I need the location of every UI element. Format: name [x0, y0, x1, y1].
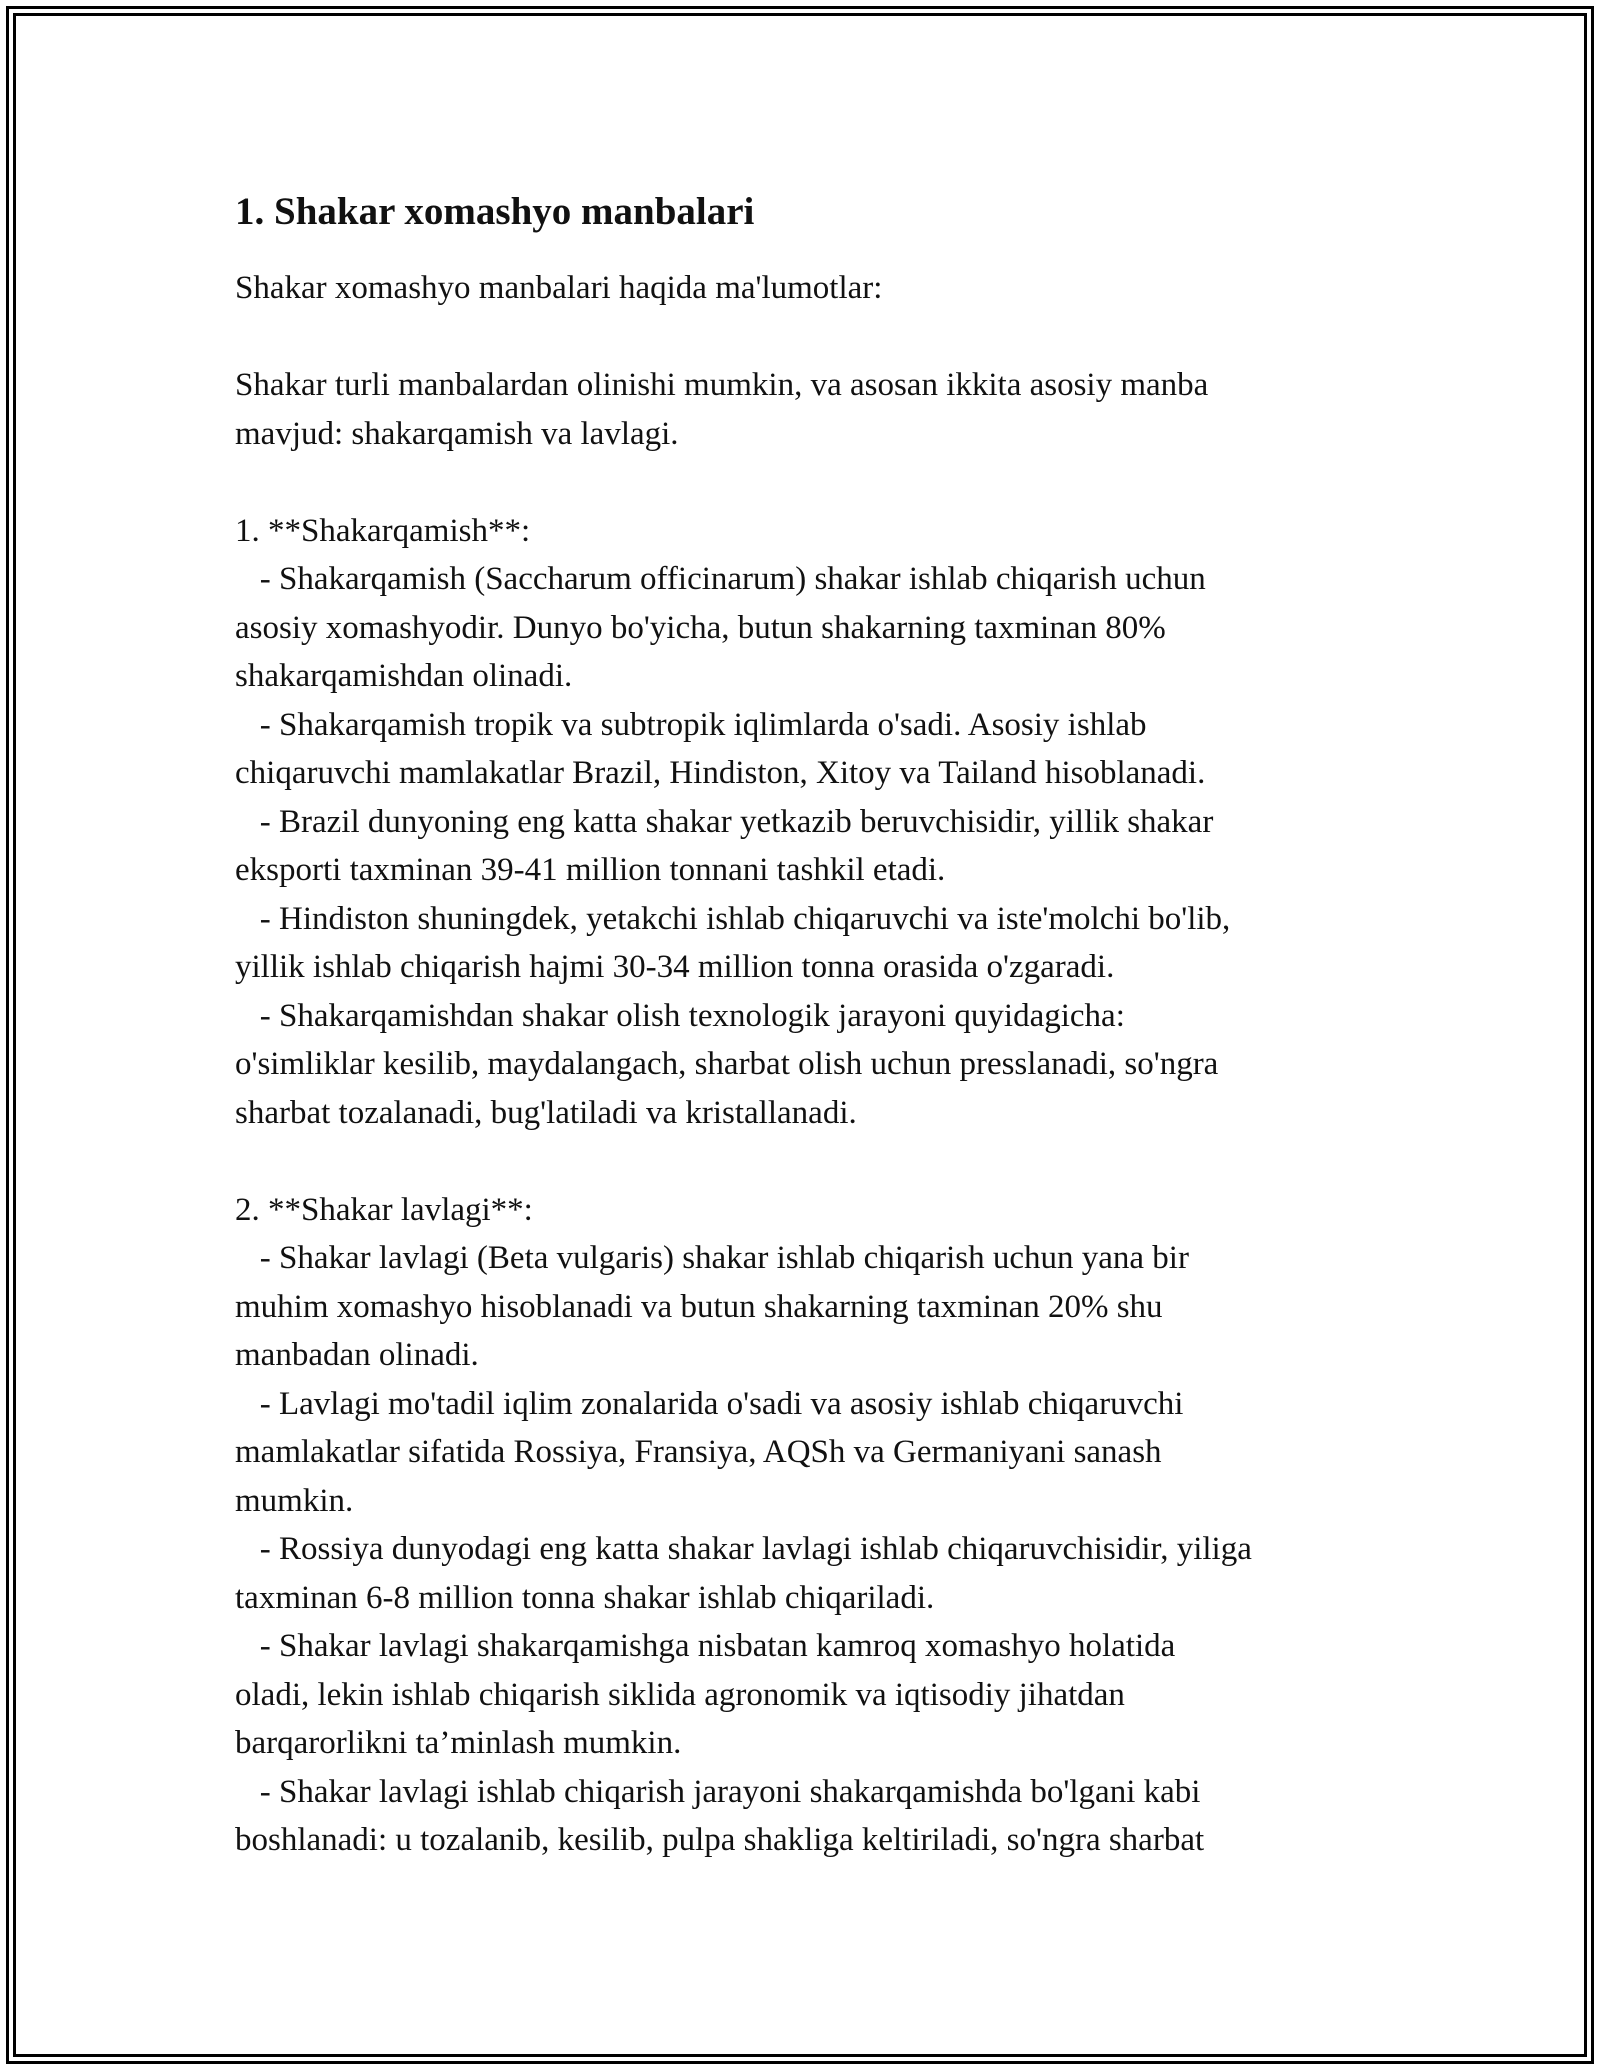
- sugar-beet-section: 2. **Shakar lavlagi**: - Shakar lavlagi (Beta vulgaris) shakar ishlab chiqarish uchun yana bir muhim xomashyo hisoblanadi va butun shakarning taxminan 20% shu manbadan olinadi. - Lavlagi mo'tadil iqlim zonalarida o'sadi va asosiy ishlab chiqaruvchi mamlakatlar sifatida Rossiya, Fransiya, AQSh va Germaniyani sanash mumkin. - Rossiya dunyodagi eng katta shakar lavlagi ishlab chiqaruvchisidir, yiliga taxminan 6-8 million tonna shakar ishlab chiqariladi. - Shakar lavlagi shakarqamishga nisbatan kamroq xomashyo holatida oladi, lekin ishlab chiqarish siklida agronomik va iqtisodiy jihatdan barqarorlikni ta’minlash mumkin. - Shakar lavlagi ishlab chiqarish jarayoni shakarqamishda bo'lgani kabi boshlanadi: u tozalanib, kesilib, pulpa shakliga keltiriladi, so'ngra sharbat: [235, 1191, 1252, 1858]
- spacer: [235, 313, 1385, 362]
- sugarcane-section: 1. **Shakarqamish**: - Shakarqamish (Saccharum officinarum) shakar ishlab chiqarish uchun asosiy xomashyodir. Dunyo bo'yicha, butun shakarning taxminan 80% shakarqamishdan olinadi. - Shakarqamish tropik va subtropik iqlimlarda o'sadi. Asosiy ishlab chiqaruvchi mamlakatlar Brazil, Hindiston, Xitoy va Tailand hisoblanadi. - Brazil dunyoning eng katta shakar yetkazib beruvchisidir, yillik shakar eksporti taxminan 39-41 million tonnani tashkil etadi. - Hindiston shuningdek, yetakchi ishlab chiqaruvchi va iste'molchi bo'lib, yillik ishlab chiqarish hajmi 30-34 million tonna orasida o'zgaradi. - Shakarqamishdan shakar olish texnologik jarayoni quyidagicha: o'simliklar kesilib, maydalangach, sharbat olish uchun presslanadi, so'ngra sharbat tozalanadi, bug'latiladi va kristallanadi.: [235, 512, 1231, 1131]
- intro-paragraph: Shakar xomashyo manbalari haqida ma'lumotlar:: [235, 270, 883, 306]
- document-title: 1. Shakar xomashyo manbalari: [235, 190, 755, 233]
- spacer: [235, 1137, 1385, 1186]
- overview-paragraph: Shakar turli manbalardan olinishi mumkin, va asosan ikkita asosiy manba mavjud: shakarqamish va lavlagi.: [235, 367, 1209, 452]
- spacer: [235, 238, 1385, 264]
- spacer: [235, 458, 1385, 507]
- document-body: [235, 186, 1385, 1865]
